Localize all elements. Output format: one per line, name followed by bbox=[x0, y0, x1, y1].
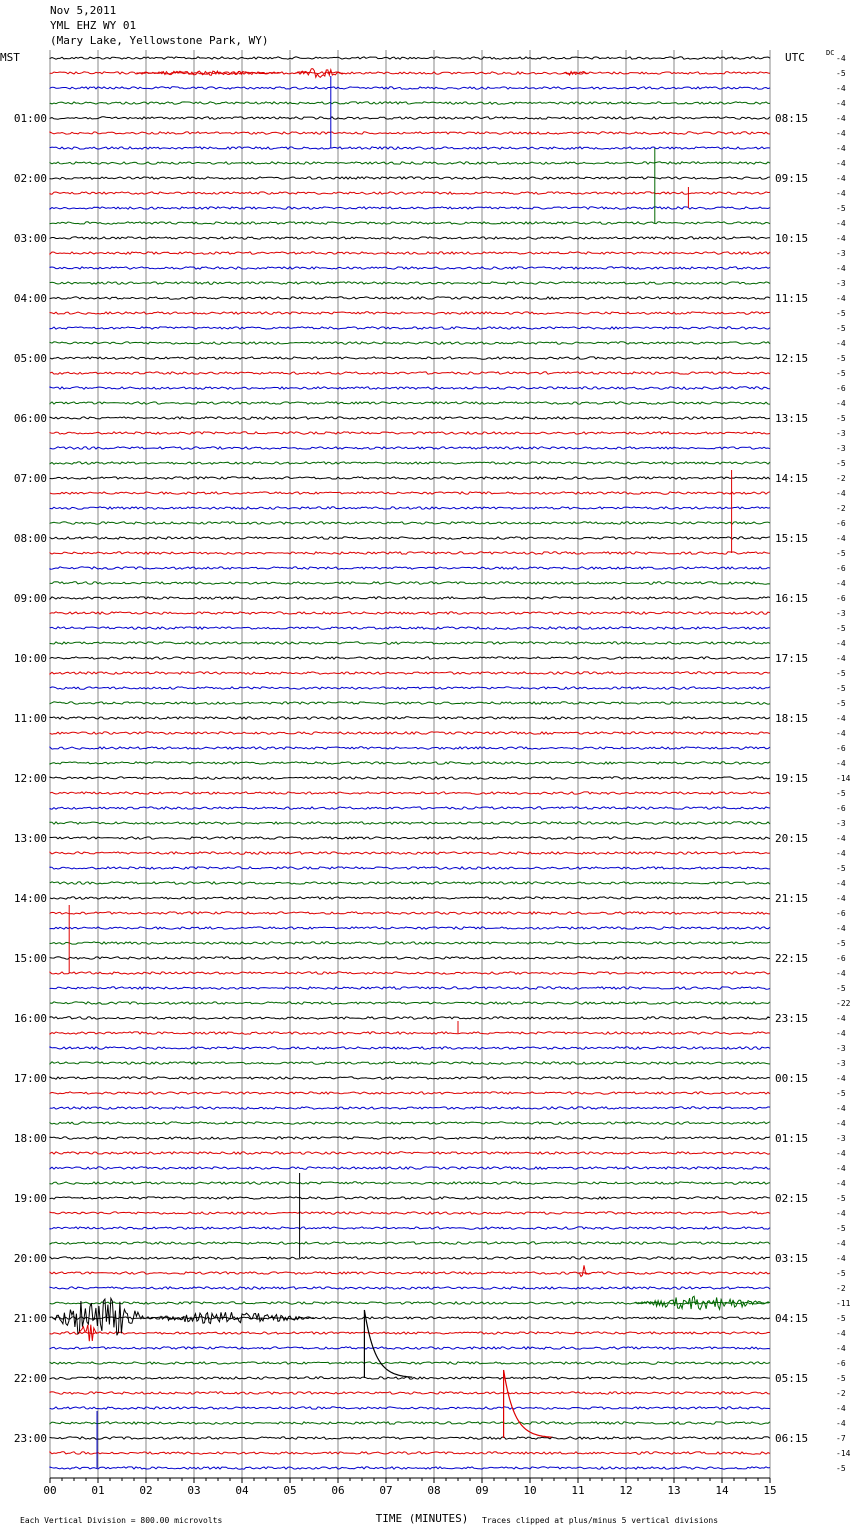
dc-offset-label: -3 bbox=[836, 249, 846, 258]
utc-hour-label: 17:15 bbox=[775, 652, 809, 665]
trace-line bbox=[50, 132, 770, 134]
dc-offset-label: -4 bbox=[836, 144, 846, 153]
dc-offset-label: -4 bbox=[836, 114, 846, 123]
dc-offset-label: -4 bbox=[836, 969, 846, 978]
trace-line bbox=[50, 777, 770, 779]
dc-offset-label: -3 bbox=[836, 609, 846, 618]
dc-offset-label: -6 bbox=[836, 594, 846, 603]
date-label: Nov 5,2011 bbox=[50, 4, 117, 17]
trace-line bbox=[50, 627, 770, 629]
utc-hour-label: 22:15 bbox=[775, 952, 809, 965]
dc-offset-label: -5 bbox=[836, 549, 846, 558]
trace-line bbox=[50, 87, 770, 89]
footer-clip-note: Traces clipped at plus/minus 5 vertical divisions bbox=[482, 1516, 719, 1525]
mst-hour-label: 08:00 bbox=[13, 532, 47, 545]
trace-line bbox=[50, 1332, 770, 1334]
trace-line bbox=[50, 672, 770, 674]
utc-hour-label: 12:15 bbox=[775, 352, 809, 365]
trace-line bbox=[50, 207, 770, 209]
location-label: (Mary Lake, Yellowstone Park, WY) bbox=[50, 34, 269, 47]
utc-hour-label: 23:15 bbox=[775, 1012, 809, 1025]
dc-offset-label: -5 bbox=[836, 369, 846, 378]
dc-offset-label: -3 bbox=[836, 279, 846, 288]
dc-offset-label: -5 bbox=[836, 1194, 846, 1203]
mst-hour-label: 01:00 bbox=[13, 112, 47, 125]
dc-offset-label: -4 bbox=[836, 189, 846, 198]
trace-line bbox=[50, 507, 770, 509]
trace-line bbox=[50, 1122, 770, 1124]
dc-offset-label: -4 bbox=[836, 54, 846, 63]
dc-offset-label: -4 bbox=[836, 1014, 846, 1023]
utc-hour-label: 03:15 bbox=[775, 1252, 809, 1265]
dc-offset-label: -4 bbox=[836, 1239, 846, 1248]
trace-line bbox=[50, 747, 770, 749]
trace-line bbox=[50, 582, 770, 584]
dc-offset-label: -6 bbox=[836, 804, 846, 813]
mst-hour-label: 03:00 bbox=[13, 232, 47, 245]
utc-hour-label: 06:15 bbox=[775, 1432, 809, 1445]
x-tick-label: 15 bbox=[763, 1484, 777, 1497]
trace-line bbox=[50, 1062, 770, 1064]
x-tick-label: 02 bbox=[139, 1484, 153, 1497]
trace-line bbox=[50, 387, 770, 389]
mst-hour-label: 06:00 bbox=[13, 412, 47, 425]
mst-hour-label: 20:00 bbox=[13, 1252, 47, 1265]
trace-line bbox=[50, 492, 770, 494]
decay-transient bbox=[364, 1310, 412, 1378]
trace-line bbox=[50, 1032, 770, 1034]
dc-offset-label: -4 bbox=[836, 894, 846, 903]
trace-line bbox=[50, 762, 770, 764]
dc-offset-label: -4 bbox=[836, 759, 846, 768]
dc-offset-label: -4 bbox=[836, 174, 846, 183]
utc-hour-label: 02:15 bbox=[775, 1192, 809, 1205]
x-tick-label: 00 bbox=[43, 1484, 57, 1497]
trace-line bbox=[50, 912, 770, 914]
dc-offset-label: -3 bbox=[836, 1134, 846, 1143]
dc-offset-label: -4 bbox=[836, 654, 846, 663]
utc-hour-label: 10:15 bbox=[775, 232, 809, 245]
trace-line bbox=[50, 1017, 770, 1019]
utc-hour-label: 11:15 bbox=[775, 292, 809, 305]
dc-offset-label: -4 bbox=[836, 339, 846, 348]
dc-offset-label: -4 bbox=[836, 1179, 846, 1188]
dc-offset-label: -2 bbox=[836, 1389, 846, 1398]
utc-hour-label: 04:15 bbox=[775, 1312, 809, 1325]
trace-line bbox=[50, 1437, 770, 1439]
trace-line bbox=[50, 1242, 770, 1244]
trace-line bbox=[50, 882, 770, 884]
trace-line bbox=[50, 342, 770, 344]
trace-line bbox=[50, 927, 770, 929]
trace-line bbox=[50, 792, 770, 794]
dc-offset-label: -5 bbox=[836, 414, 846, 423]
dc-offset-label: -6 bbox=[836, 384, 846, 393]
dc-offset-label: -4 bbox=[836, 219, 846, 228]
utc-hour-label: 08:15 bbox=[775, 112, 809, 125]
mst-hour-label: 21:00 bbox=[13, 1312, 47, 1325]
trace-line bbox=[50, 282, 770, 284]
trace-line bbox=[50, 1272, 770, 1274]
dc-offset-label: -4 bbox=[836, 1104, 846, 1113]
trace-line bbox=[50, 1452, 770, 1454]
trace-line bbox=[50, 1002, 770, 1004]
dc-offset-label: -4 bbox=[836, 294, 846, 303]
dc-offset-label: -5 bbox=[836, 69, 846, 78]
dc-offset-label: -5 bbox=[836, 684, 846, 693]
trace-line bbox=[50, 897, 770, 899]
trace-line bbox=[50, 192, 770, 194]
dc-offset-label: -6 bbox=[836, 744, 846, 753]
utc-hour-label: 16:15 bbox=[775, 592, 809, 605]
utc-hour-label: 09:15 bbox=[775, 172, 809, 185]
trace-line bbox=[50, 867, 770, 869]
trace-line bbox=[50, 612, 770, 614]
dc-offset-label: -3 bbox=[836, 429, 846, 438]
dc-offset-label: -3 bbox=[836, 1044, 846, 1053]
x-tick-label: 01 bbox=[91, 1484, 105, 1497]
trace-line bbox=[50, 1422, 770, 1424]
trace-line bbox=[50, 297, 770, 299]
dc-offset-label: -5 bbox=[836, 1374, 846, 1383]
mst-hour-label: 14:00 bbox=[13, 892, 47, 905]
trace-line bbox=[50, 717, 770, 719]
dc-offset-label: -6 bbox=[836, 519, 846, 528]
mst-hour-label: 18:00 bbox=[13, 1132, 47, 1145]
dc-offset-label: -4 bbox=[836, 399, 846, 408]
utc-hour-label: 01:15 bbox=[775, 1132, 809, 1145]
dc-label: DC bbox=[826, 49, 835, 57]
mst-hour-label: 02:00 bbox=[13, 172, 47, 185]
trace-line bbox=[50, 1167, 770, 1169]
x-tick-label: 13 bbox=[667, 1484, 681, 1497]
dc-offset-label: -4 bbox=[836, 489, 846, 498]
mst-hour-label: 04:00 bbox=[13, 292, 47, 305]
utc-timezone-label: UTC bbox=[785, 51, 805, 64]
dc-offset-label: -4 bbox=[836, 1254, 846, 1263]
dc-offset-label: -14 bbox=[836, 774, 850, 783]
dc-offset-label: -5 bbox=[836, 309, 846, 318]
footer-scale-note: Each Vertical Division = 800.00 microvolts bbox=[20, 1516, 223, 1525]
dc-offset-label: -4 bbox=[836, 264, 846, 273]
trace-line bbox=[50, 1287, 770, 1289]
mst-hour-label: 13:00 bbox=[13, 832, 47, 845]
trace-line bbox=[50, 1077, 770, 1079]
dc-offset-label: -4 bbox=[836, 924, 846, 933]
trace-line bbox=[50, 1212, 770, 1214]
utc-hour-label: 19:15 bbox=[775, 772, 809, 785]
dc-offset-label: -4 bbox=[836, 1149, 846, 1158]
dc-offset-label: -5 bbox=[836, 624, 846, 633]
trace-line bbox=[50, 1407, 770, 1409]
utc-hour-label: 21:15 bbox=[775, 892, 809, 905]
dc-offset-label: -5 bbox=[836, 669, 846, 678]
x-tick-label: 03 bbox=[187, 1484, 201, 1497]
x-tick-label: 14 bbox=[715, 1484, 729, 1497]
trace-line bbox=[50, 357, 770, 359]
dc-offset-label: -4 bbox=[836, 159, 846, 168]
dc-offset-label: -5 bbox=[836, 939, 846, 948]
trace-line bbox=[50, 687, 770, 689]
x-tick-label: 09 bbox=[475, 1484, 489, 1497]
dc-offset-label: -5 bbox=[836, 1089, 846, 1098]
dc-offset-label: -4 bbox=[836, 1119, 846, 1128]
dc-offset-label: -5 bbox=[836, 1224, 846, 1233]
dc-offset-label: -4 bbox=[836, 579, 846, 588]
dc-offset-label: -4 bbox=[836, 1209, 846, 1218]
dc-offset-label: -5 bbox=[836, 324, 846, 333]
dc-offset-label: -3 bbox=[836, 444, 846, 453]
trace-line bbox=[50, 957, 770, 959]
dc-offset-label: -6 bbox=[836, 909, 846, 918]
trace-line bbox=[50, 1392, 770, 1394]
mst-timezone-label: MST bbox=[0, 51, 20, 64]
dc-offset-label: -5 bbox=[836, 1314, 846, 1323]
x-tick-label: 11 bbox=[571, 1484, 585, 1497]
utc-hour-label: 14:15 bbox=[775, 472, 809, 485]
trace-line bbox=[50, 177, 770, 179]
mst-hour-label: 05:00 bbox=[13, 352, 47, 365]
dc-offset-label: -5 bbox=[836, 1464, 846, 1473]
trace-line bbox=[50, 552, 770, 554]
dc-offset-label: -4 bbox=[836, 834, 846, 843]
mst-hour-label: 15:00 bbox=[13, 952, 47, 965]
trace-line bbox=[50, 657, 770, 659]
trace-line bbox=[50, 942, 770, 944]
dc-offset-label: -4 bbox=[836, 714, 846, 723]
dc-offset-label: -7 bbox=[836, 1434, 846, 1443]
trace-line bbox=[50, 1047, 770, 1049]
dc-offset-label: -4 bbox=[836, 534, 846, 543]
dc-offset-label: -3 bbox=[836, 1059, 846, 1068]
dc-offset-label: -6 bbox=[836, 954, 846, 963]
trace-line bbox=[50, 1197, 770, 1199]
utc-hour-label: 18:15 bbox=[775, 712, 809, 725]
mst-hour-label: 16:00 bbox=[13, 1012, 47, 1025]
trace-line bbox=[50, 1152, 770, 1154]
dc-offset-label: -4 bbox=[836, 879, 846, 888]
trace-line bbox=[50, 372, 770, 374]
trace-line bbox=[50, 312, 770, 314]
dc-offset-label: -4 bbox=[836, 1074, 846, 1083]
trace-line bbox=[50, 972, 770, 974]
trace-line bbox=[50, 1137, 770, 1139]
trace-line bbox=[50, 852, 770, 854]
dc-offset-label: -5 bbox=[836, 459, 846, 468]
dc-offset-label: -4 bbox=[836, 234, 846, 243]
trace-line bbox=[50, 642, 770, 644]
trace-line bbox=[50, 327, 770, 329]
dc-offset-label: -5 bbox=[836, 1269, 846, 1278]
trace-line bbox=[50, 522, 770, 524]
dc-offset-label: -5 bbox=[836, 864, 846, 873]
dc-offset-label: -4 bbox=[836, 1419, 846, 1428]
trace-line bbox=[50, 267, 770, 269]
utc-hour-label: 20:15 bbox=[775, 832, 809, 845]
dc-offset-label: -4 bbox=[836, 639, 846, 648]
trace-line bbox=[50, 1227, 770, 1229]
trace-line bbox=[50, 807, 770, 809]
dc-offset-label: -5 bbox=[836, 699, 846, 708]
dc-offset-label: -2 bbox=[836, 474, 846, 483]
dc-offset-label: -2 bbox=[836, 504, 846, 513]
mst-hour-label: 19:00 bbox=[13, 1192, 47, 1205]
dc-offset-label: -4 bbox=[836, 849, 846, 858]
dc-offset-label: -5 bbox=[836, 204, 846, 213]
trace-line bbox=[50, 1347, 770, 1349]
dc-offset-label: -11 bbox=[836, 1299, 850, 1308]
trace-line bbox=[50, 597, 770, 599]
dc-offset-label: -4 bbox=[836, 99, 846, 108]
dc-offset-label: -2 bbox=[836, 1284, 846, 1293]
x-tick-label: 05 bbox=[283, 1484, 297, 1497]
utc-hour-label: 15:15 bbox=[775, 532, 809, 545]
trace-line bbox=[50, 252, 770, 254]
trace-line bbox=[50, 1257, 770, 1259]
x-tick-label: 06 bbox=[331, 1484, 345, 1497]
trace-line bbox=[50, 432, 770, 434]
trace-line bbox=[50, 732, 770, 734]
trace-line bbox=[50, 1467, 770, 1469]
dc-offset-label: -3 bbox=[836, 819, 846, 828]
dc-offset-label: -4 bbox=[836, 1344, 846, 1353]
trace-line bbox=[50, 402, 770, 404]
dc-offset-label: -5 bbox=[836, 984, 846, 993]
trace-line bbox=[50, 162, 770, 164]
mst-hour-label: 17:00 bbox=[13, 1072, 47, 1085]
trace-line bbox=[50, 1107, 770, 1109]
decay-transient bbox=[504, 1370, 552, 1438]
dc-offset-label: -4 bbox=[836, 1404, 846, 1413]
utc-hour-label: 05:15 bbox=[775, 1372, 809, 1385]
seismic-burst bbox=[578, 1265, 590, 1276]
station-label: YML EHZ WY 01 bbox=[50, 19, 137, 32]
seismic-burst bbox=[146, 1312, 314, 1323]
dc-offset-label: -4 bbox=[836, 729, 846, 738]
utc-hour-label: 00:15 bbox=[775, 1072, 809, 1085]
trace-line bbox=[50, 147, 770, 149]
mst-hour-label: 10:00 bbox=[13, 652, 47, 665]
dc-offset-label: -6 bbox=[836, 564, 846, 573]
dc-offset-label: -4 bbox=[836, 84, 846, 93]
dc-offset-label: -22 bbox=[836, 999, 850, 1008]
trace-line bbox=[50, 237, 770, 239]
trace-line bbox=[50, 537, 770, 539]
trace-line bbox=[50, 57, 770, 59]
trace-line bbox=[50, 462, 770, 464]
trace-line bbox=[50, 1182, 770, 1184]
mst-hour-label: 22:00 bbox=[13, 1372, 47, 1385]
trace-line bbox=[50, 117, 770, 119]
dc-offset-label: -4 bbox=[836, 129, 846, 138]
dc-offset-label: -4 bbox=[836, 1029, 846, 1038]
dc-offset-label: -6 bbox=[836, 1359, 846, 1368]
x-tick-label: 07 bbox=[379, 1484, 393, 1497]
dc-offset-label: -5 bbox=[836, 354, 846, 363]
trace-line bbox=[50, 837, 770, 839]
dc-offset-label: -14 bbox=[836, 1449, 850, 1458]
x-tick-label: 12 bbox=[619, 1484, 633, 1497]
mst-hour-label: 11:00 bbox=[13, 712, 47, 725]
utc-hour-label: 13:15 bbox=[775, 412, 809, 425]
trace-line bbox=[50, 102, 770, 104]
x-tick-label: 04 bbox=[235, 1484, 249, 1497]
mst-hour-label: 07:00 bbox=[13, 472, 47, 485]
mst-hour-label: 12:00 bbox=[13, 772, 47, 785]
trace-line bbox=[50, 477, 770, 479]
trace-line bbox=[50, 822, 770, 824]
trace-line bbox=[50, 447, 770, 449]
x-tick-label: 10 bbox=[523, 1484, 537, 1497]
mst-hour-label: 09:00 bbox=[13, 592, 47, 605]
dc-offset-label: -4 bbox=[836, 1329, 846, 1338]
trace-line bbox=[50, 987, 770, 989]
dc-offset-label: -5 bbox=[836, 789, 846, 798]
trace-line bbox=[50, 567, 770, 569]
trace-line bbox=[50, 1362, 770, 1364]
x-axis-title: TIME (MINUTES) bbox=[375, 1512, 469, 1525]
trace-line bbox=[50, 417, 770, 419]
x-tick-label: 08 bbox=[427, 1484, 441, 1497]
trace-line bbox=[50, 702, 770, 704]
trace-line bbox=[50, 222, 770, 224]
dc-offset-label: -4 bbox=[836, 1164, 846, 1173]
trace-line bbox=[50, 1092, 770, 1094]
mst-hour-label: 23:00 bbox=[13, 1432, 47, 1445]
